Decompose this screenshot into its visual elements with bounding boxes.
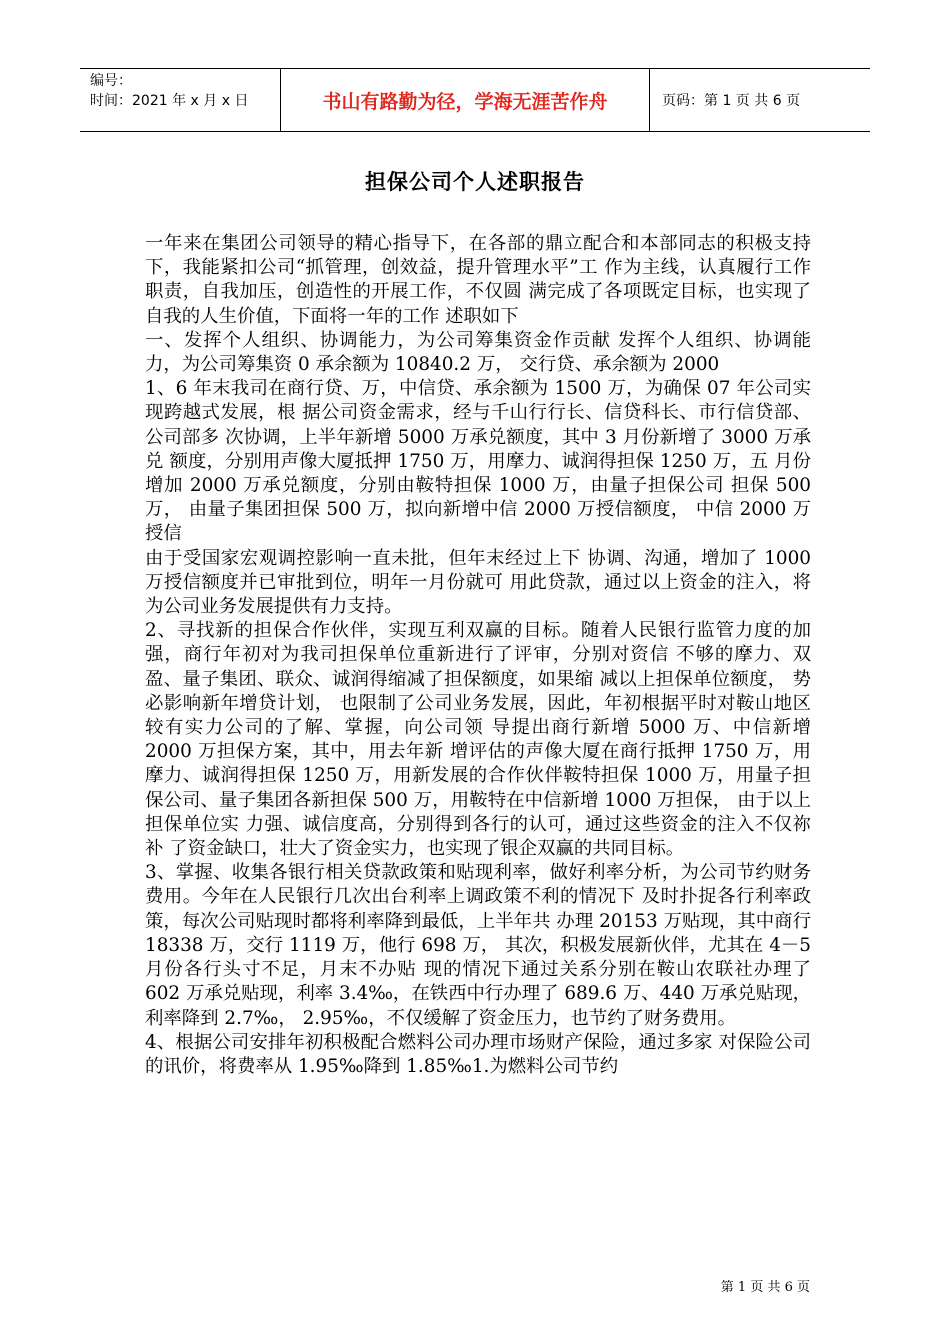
header-page-info: 页码：第 1 页 共 6 页 (662, 93, 801, 109)
paragraph-item-4: 4、根据公司安排年初积极配合燃料公司办理市场财产保险，通过多家 对保险公司的讯价，将费率从 1.95‰降到 1.85‰1.为燃料公司节约 (145, 1031, 811, 1077)
paragraph-item-1: 1、6 年末我司在商行贷、万，中信贷、承余额为 1500 万，为确保 07 年公司实现跨越式发展，根 据公司资金需求，经与千山行行长、信贷科长、市行信贷部、公司部多 次协调，上半年新增 5000 万承兑额度，其中 3 月份新增了 3000 万承兑 额度，分别用声像大厦抵押 1750 万，用摩力、诚润得担保 1250 万，五 月份增加 2000 万承兑额度，分别由鞍特担保 1000 万，由量子担保公司 担保 500 万， 由量子集团担保 500 万，拟向新增中信 2000 万授信额度， 中信 2000 万授信 (145, 378, 811, 545)
document-number-label: 编号： (90, 73, 132, 89)
document-title: 担保公司个人述职报告 (365, 170, 585, 194)
page-footer: 第 1 页 共 6 页 (720, 1280, 810, 1295)
document-header (80, 68, 870, 132)
paragraph-intro: 一年来在集团公司领导的精心指导下，在各部的鼎立配合和本部同志的积极支持下，我能紧扣公司“抓管理，创效益，提升管理水平”工 作为主线，认真履行工作职责，自我加压，创造性的开展工作，不仅圆 满完成了各项既定目标，也实现了自我的人生价值，下面将一年的工作 述职如下 (145, 233, 811, 327)
paragraph-item-2: 2、寻找新的担保合作伙伴，实现互利双赢的目标。随着人民银行监管力度的加强，商行年初对为我司担保单位重新进行了评审，分别对资信 不够的摩力、双盈、量子集团、联众、诚润得缩减了担保额度，如果缩 减以上担保单位额度， 势必影响新年增贷计划， 也限制了公司业务发展，因此，年初根据平时对鞍山地区较有实力公司的了解、掌握，向公司领 导提出商行新增 5000 万、中信新增 2000 万担保方案，其中，用去年新 增评估的声像大厦在商行抵押 1750 万，用摩力、诚润得担保 1250 万，用新发展的合作伙伴鞍特担保 1000 万，用量子担保公司、量子集团各新担保 500 万，用鞍特在中信新增 1000 万担保， 由于以上担保单位实 力强、诚信度高，分别得到各行的认可，通过这些资金的注入不仅祢补 了资金缺口，壮大了资金实力，也实现了银企双赢的共同目标。 (145, 620, 811, 860)
paragraph-item-1-continued: 由于受国家宏观调控影响一直未批，但年末经过上下 协调、沟通，增加了 1000 万授信额度并已审批到位，明年一月份就可 用此贷款，通过以上资金的注入，将为公司业务发展提供有力支持。 (145, 547, 811, 618)
document-date-label: 时间：2021 年 x 月 x 日 (90, 93, 249, 109)
header-motto: 书山有路勤为径，学海无涯苦作舟 (280, 69, 650, 131)
document-body (145, 232, 811, 1079)
paragraph-section-1: 一、发挥个人组织、协调能力，为公司筹集资金作贡献 发挥个人组织、协调能力，为公司筹集资 0 承余额为 10840.2 万， 交行贷、承余额为 2000 (145, 329, 811, 376)
paragraph-item-3: 3、掌握、收集各银行相关贷款政策和贴现利率，做好利率分析，为公司节约财务费用。今年在人民银行几次出台利率上调政策不利的情况下 及时扑捉各行利率政策，每次公司贴现时都将利率降到最低，上半年共 办理 20153 万贴现，其中商行 18338 万，交行 1119 万，他行 698 万， 其次，积极发展新伙伴，尤其在 4－5 月份各行头寸不足，月末不办贴 现的情况下通过关系分别在鞍山农联社办理了 602 万承兑贴现，利率 3.4‰，在铁西中行办理了 689.6 万、440 万承兑贴现，利率降到 2.7‰， 2.95‰，不仅缓解了资金压力，也节约了财务费用。 (145, 862, 811, 1029)
header-meta (80, 69, 280, 131)
